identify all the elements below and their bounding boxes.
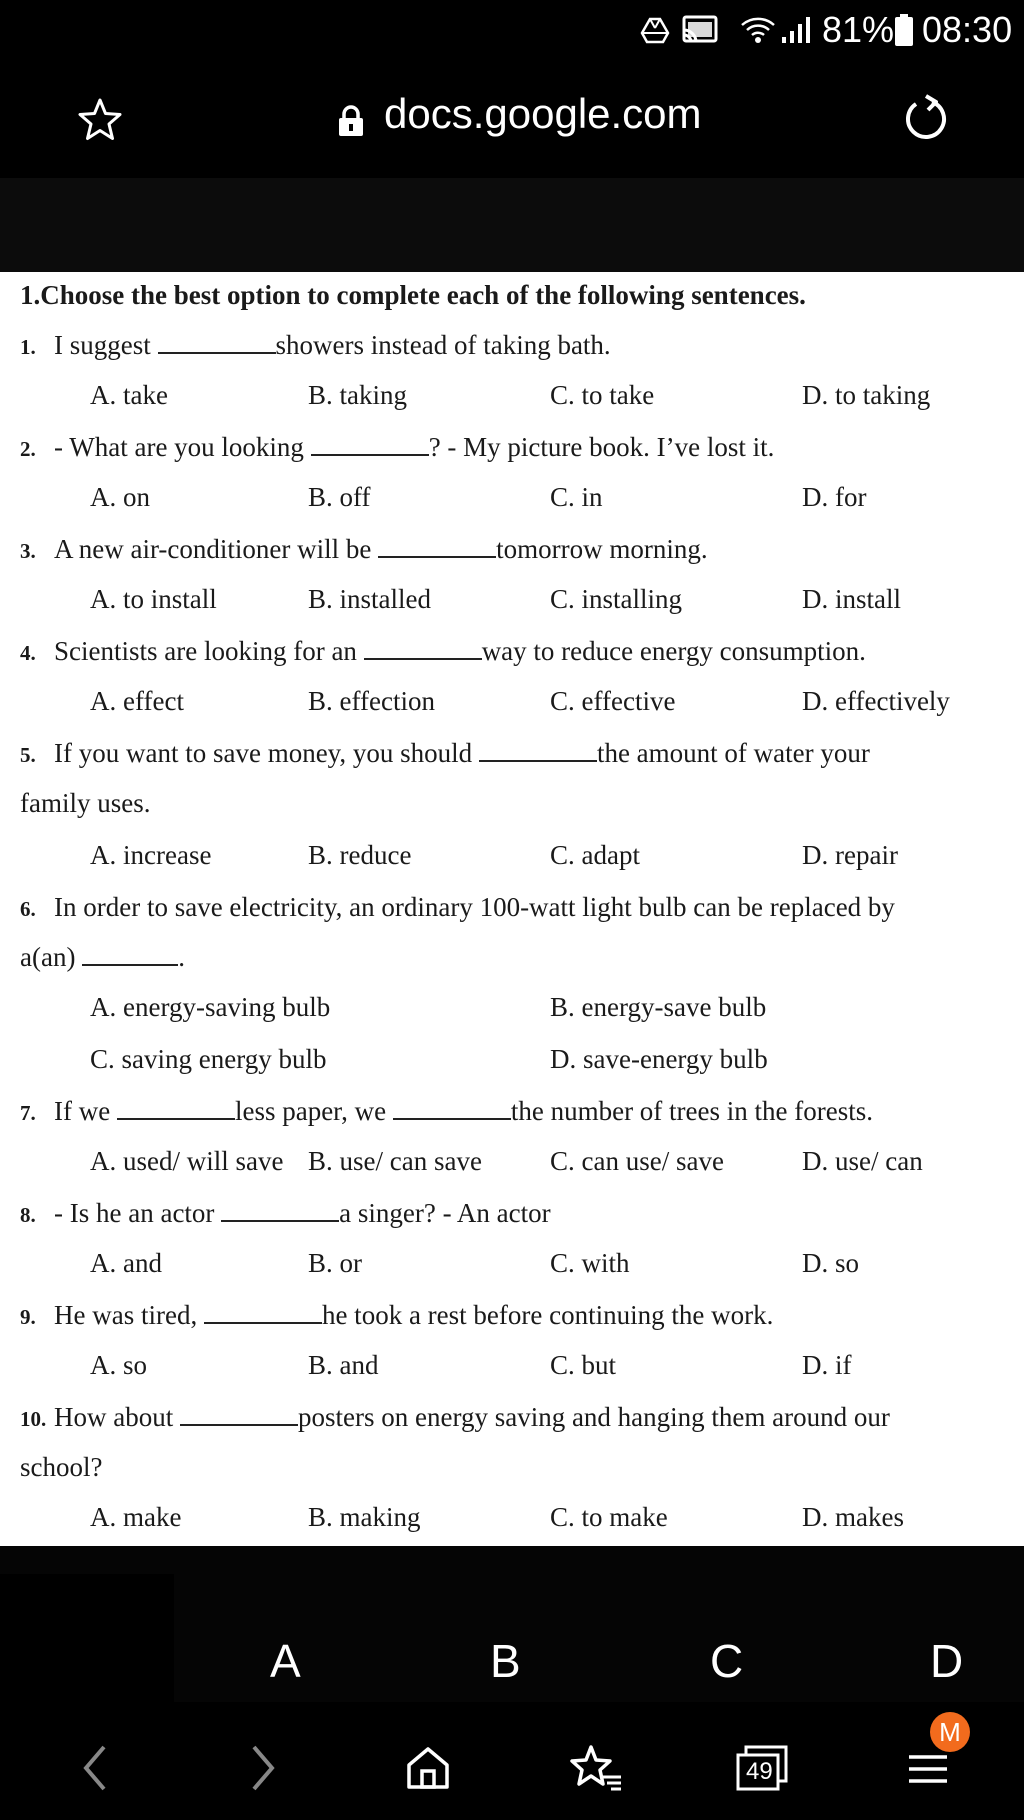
option-a: A. take	[90, 380, 168, 410]
option-a: A. effect	[90, 686, 184, 716]
lock-icon	[336, 104, 366, 138]
answer-blank	[479, 742, 597, 762]
question-text: a singer? - An actor	[339, 1198, 551, 1228]
question-8	[20, 1198, 551, 1229]
clock	[922, 10, 1012, 50]
question-text: he took a rest before continuing the work.	[321, 1300, 774, 1330]
option-b: B. off	[308, 482, 371, 512]
option-c: C. adapt	[550, 840, 640, 870]
option-b: B. and	[308, 1350, 379, 1380]
option-d: D. install	[802, 584, 901, 614]
question-text: - Is he an actor	[54, 1198, 222, 1228]
drive-sync-icon	[640, 10, 670, 50]
option-a: A. and	[90, 1248, 162, 1278]
answer-blank	[393, 1100, 511, 1120]
question-number: 4.	[20, 641, 36, 665]
option-a: A. to install	[90, 584, 217, 614]
exercise-heading: 1.Choose the best option to complete each of the following sentences.	[20, 280, 806, 310]
bookmark-star-icon[interactable]	[76, 96, 124, 144]
tabs-button[interactable]	[732, 1738, 792, 1798]
answer-b-button[interactable]: B	[490, 1635, 521, 1687]
option-b: B. energy-save bulb	[550, 992, 767, 1022]
answer-blank	[204, 1304, 322, 1324]
battery-icon	[894, 10, 914, 50]
question-text: showers instead of taking bath.	[275, 330, 611, 360]
clock-text: 08:30	[922, 9, 1013, 50]
question-1	[20, 330, 611, 361]
option-b: B. effection	[308, 686, 435, 716]
battery-percent	[822, 10, 894, 50]
question-number: 9.	[20, 1305, 36, 1329]
bookmarks-button[interactable]	[566, 1738, 626, 1798]
question-text: How about	[54, 1402, 180, 1432]
question-text: the number of trees in the forests.	[510, 1096, 873, 1126]
wifi-icon	[740, 10, 776, 50]
option-c: C. effective	[550, 686, 676, 716]
answer-choice-bar	[0, 1546, 1024, 1702]
question-10	[20, 1402, 890, 1433]
question-number: 2.	[20, 437, 36, 461]
option-c: C. installing	[550, 584, 683, 614]
question-number: 7.	[20, 1101, 36, 1125]
question-number: 5.	[20, 743, 36, 767]
option-a: A. on	[90, 482, 150, 512]
browser-url-bar	[0, 62, 1024, 178]
question-2	[20, 432, 774, 463]
question-number: 8.	[20, 1203, 36, 1227]
question-5	[20, 738, 870, 769]
option-d: D. so	[802, 1248, 860, 1278]
answer-d-button[interactable]: D	[930, 1635, 964, 1687]
question-text: .	[178, 942, 185, 972]
signal-icon	[780, 10, 814, 50]
answer-a-button[interactable]: A	[270, 1635, 301, 1687]
option-d: D. to taking	[802, 380, 931, 410]
question-number: 1.	[20, 335, 36, 359]
answer-blank	[117, 1100, 235, 1120]
question-text: A new air-conditioner will be	[54, 534, 379, 564]
answer-blank	[158, 334, 276, 354]
option-c: C. in	[550, 482, 603, 512]
option-b: B. taking	[308, 380, 407, 410]
answer-bar-left-panel	[0, 1574, 174, 1702]
question-text: He was tired,	[54, 1300, 204, 1330]
option-d: D. repair	[802, 840, 898, 870]
question-number: 3.	[20, 539, 36, 563]
option-a: A. so	[90, 1350, 148, 1380]
reload-icon[interactable]	[900, 94, 950, 144]
question-text: If you want to save money, you should	[54, 738, 479, 768]
question-text: In order to save electricity, an ordinary 100-watt light bulb can be replaced by	[54, 892, 895, 922]
question-9	[20, 1300, 773, 1331]
option-a: A. make	[90, 1502, 182, 1532]
question-6	[20, 892, 895, 923]
option-b: B. making	[308, 1502, 421, 1532]
option-d: D. makes	[802, 1502, 904, 1532]
document-page	[0, 272, 1024, 1546]
answer-blank	[378, 538, 496, 558]
option-d: D. for	[802, 482, 867, 512]
question-10-continuation: school?	[20, 1452, 103, 1482]
bookmarks-star-icon	[569, 1743, 623, 1793]
question-text: way to reduce energy consumption.	[481, 636, 866, 666]
chevron-right-icon	[242, 1743, 282, 1793]
menu-badge: M	[930, 1712, 970, 1752]
option-c: C. with	[550, 1248, 630, 1278]
question-text: a(an)	[20, 942, 83, 972]
option-c: C. can use/ save	[550, 1146, 724, 1176]
forward-button[interactable]	[232, 1738, 292, 1798]
question-text: ? - My picture book. I’ve lost it.	[428, 432, 775, 462]
question-number: 6.	[20, 897, 36, 921]
option-b: B. reduce	[308, 840, 412, 870]
question-3	[20, 534, 708, 565]
option-d: D. effectively	[802, 686, 950, 716]
question-text: Scientists are looking for an	[54, 636, 364, 666]
option-a: A. energy-saving bulb	[90, 992, 331, 1022]
toolbar-spacer	[0, 178, 1024, 272]
option-c: C. to make	[550, 1502, 668, 1532]
option-c: C. saving energy bulb	[90, 1044, 327, 1074]
option-b: B. installed	[308, 584, 431, 614]
question-text: the amount of water your	[596, 738, 870, 768]
question-text: I suggest	[54, 330, 158, 360]
home-icon	[403, 1743, 453, 1793]
answer-c-button[interactable]: C	[710, 1635, 744, 1687]
option-a: A. increase	[90, 840, 212, 870]
answer-blank	[180, 1406, 298, 1426]
battery-percent-text: 81%	[822, 9, 895, 50]
answer-blank	[311, 436, 429, 456]
answer-blank	[82, 946, 178, 966]
question-6-continuation	[20, 942, 185, 973]
answer-blank	[364, 640, 482, 660]
question-4	[20, 636, 866, 667]
chevron-left-icon	[76, 1743, 116, 1793]
home-button[interactable]	[398, 1738, 458, 1798]
status-bar	[0, 0, 1024, 62]
cast-icon	[680, 10, 720, 50]
option-c: C. to take	[550, 380, 655, 410]
option-a: A. used/ will save	[90, 1146, 284, 1176]
url-text[interactable]: docs.google.com	[384, 90, 702, 137]
back-button[interactable]	[66, 1738, 126, 1798]
question-text: tomorrow morning.	[496, 534, 708, 564]
option-d: D. if	[802, 1350, 852, 1380]
option-d: D. save-energy bulb	[550, 1044, 768, 1074]
question-number: 10.	[20, 1407, 47, 1431]
answer-blank	[221, 1202, 339, 1222]
question-text: If we	[54, 1096, 117, 1126]
option-b: B. or	[308, 1248, 362, 1278]
question-text: posters on energy saving and hanging them around our	[297, 1402, 890, 1432]
option-d: D. use/ can	[802, 1146, 923, 1176]
tabs-count: 49	[746, 1758, 773, 1785]
question-5-continuation: family uses.	[20, 788, 151, 818]
option-c: C. but	[550, 1350, 617, 1380]
option-b: B. use/ can save	[308, 1146, 482, 1176]
question-7	[20, 1096, 873, 1127]
question-text: less paper, we	[234, 1096, 393, 1126]
question-text: - What are you looking	[54, 432, 311, 462]
browser-nav-bar	[0, 1702, 1024, 1820]
